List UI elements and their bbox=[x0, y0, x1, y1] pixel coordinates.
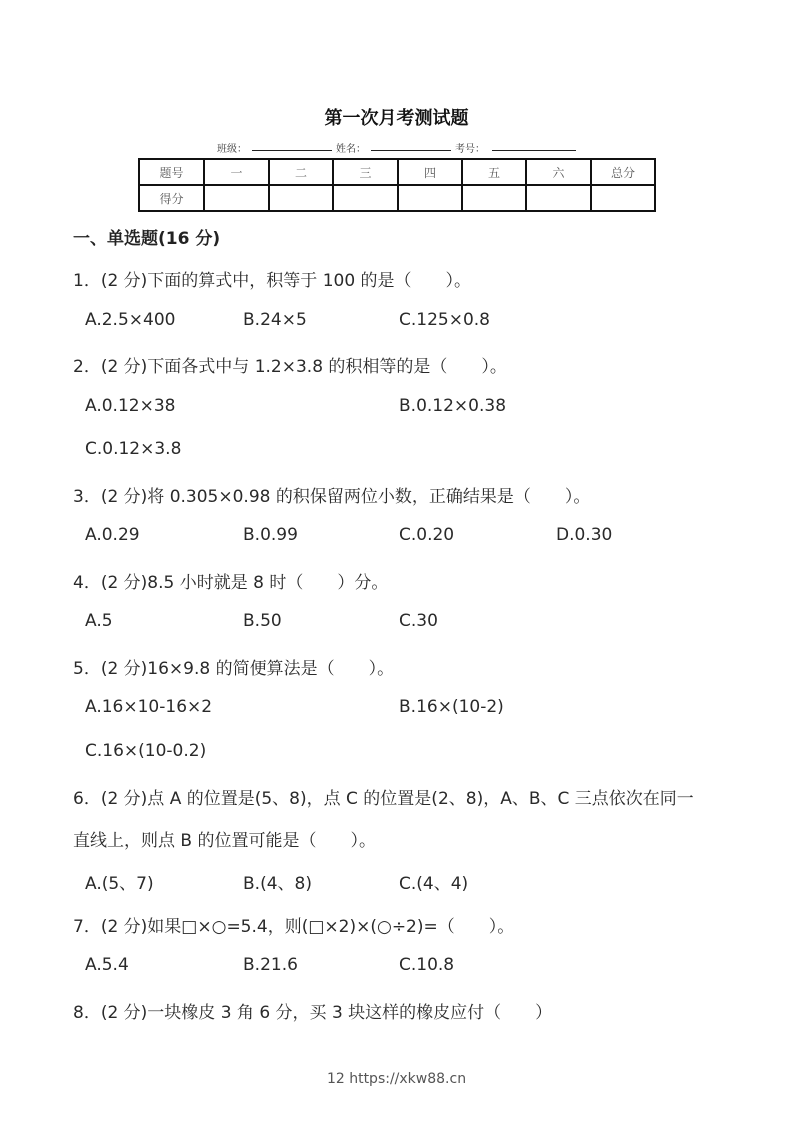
score-table bbox=[138, 158, 656, 212]
question-1: 1．(2 分)下面的算式中，积等于 100 的是（ ）。 bbox=[73, 271, 472, 291]
question-2: 2．(2 分)下面各式中与 1.2×3.8 的积相等的是（ ）。 bbox=[73, 357, 507, 377]
option-2a: A.0.12×38 bbox=[85, 396, 176, 416]
score-table-cell: 题号 bbox=[139, 159, 204, 185]
question-6-line2: 直线上，则点 B 的位置可能是（ ）。 bbox=[73, 831, 376, 851]
option-6a: A.(5、7) bbox=[85, 874, 154, 894]
score-table-cell: 得分 bbox=[139, 185, 204, 211]
option-5b: B.16×(10-2) bbox=[399, 697, 504, 717]
question-8: 8．(2 分)一块橡皮 3 角 6 分，买 3 块这样的橡皮应付（ ） bbox=[73, 1003, 553, 1023]
option-7b: B.21.6 bbox=[243, 955, 298, 975]
score-table-header-row bbox=[139, 159, 655, 185]
option-2c: C.0.12×3.8 bbox=[85, 439, 182, 459]
score-table-cell: 六 bbox=[526, 159, 591, 185]
score-table-score-row bbox=[139, 185, 655, 211]
option-3d: D.0.30 bbox=[556, 525, 613, 545]
score-cell[interactable] bbox=[204, 185, 269, 211]
option-6c: C.(4、4) bbox=[399, 874, 469, 894]
option-1b: B.24×5 bbox=[243, 310, 307, 330]
question-5: 5．(2 分)16×9.8 的简便算法是（ ）。 bbox=[73, 659, 395, 679]
option-5c: C.16×(10-0.2) bbox=[85, 741, 207, 761]
question-3: 3．(2 分)将 0.305×0.98 的积保留两位小数，正确结果是（ ）。 bbox=[73, 487, 591, 507]
option-7c: C.10.8 bbox=[399, 955, 455, 975]
score-cell[interactable] bbox=[269, 185, 333, 211]
option-5a: A.16×10-16×2 bbox=[85, 697, 213, 717]
score-table-cell: 总分 bbox=[591, 159, 655, 185]
score-table-cell: 一 bbox=[204, 159, 269, 185]
score-table-cell: 四 bbox=[398, 159, 462, 185]
score-table-cell: 二 bbox=[269, 159, 333, 185]
page-title: 第一次月考测试题 bbox=[324, 108, 469, 129]
option-4b: B.50 bbox=[243, 611, 282, 631]
option-3b: B.0.99 bbox=[243, 525, 298, 545]
question-7: 7．(2 分)如果□×○=5.4，则(□×2)×(○÷2)=（ ）。 bbox=[73, 917, 515, 937]
score-cell[interactable] bbox=[333, 185, 398, 211]
question-4: 4．(2 分)8.5 小时就是 8 时（ ）分。 bbox=[73, 573, 389, 593]
option-2b: B.0.12×0.38 bbox=[399, 396, 507, 416]
option-4a: A.5 bbox=[85, 611, 113, 631]
option-4c: C.30 bbox=[399, 611, 438, 631]
class-label: 班级： bbox=[217, 144, 247, 155]
option-3c: C.0.20 bbox=[399, 525, 455, 545]
option-7a: A.5.4 bbox=[85, 955, 129, 975]
score-cell[interactable] bbox=[591, 185, 655, 211]
option-1c: C.125×0.8 bbox=[399, 310, 491, 330]
score-cell[interactable] bbox=[462, 185, 526, 211]
score-cell[interactable] bbox=[398, 185, 462, 211]
page-footer: 12 https://xkw88.cn bbox=[326, 1071, 467, 1087]
score-cell[interactable] bbox=[526, 185, 591, 211]
score-table-cell: 五 bbox=[462, 159, 526, 185]
option-3a: A.0.29 bbox=[85, 525, 140, 545]
score-table-cell: 三 bbox=[333, 159, 398, 185]
name-label: 姓名： bbox=[336, 144, 366, 155]
option-6b: B.(4、8) bbox=[243, 874, 312, 894]
option-1a: A.2.5×400 bbox=[85, 310, 176, 330]
section-heading: 一、单选题(16 分) bbox=[73, 229, 221, 249]
question-6-line1: 6．(2 分)点 A 的位置是(5、8)，点 C 的位置是(2、8)，A、B、C 三点依次在同一 bbox=[73, 789, 694, 809]
exam-no-label: 考号： bbox=[455, 144, 485, 155]
